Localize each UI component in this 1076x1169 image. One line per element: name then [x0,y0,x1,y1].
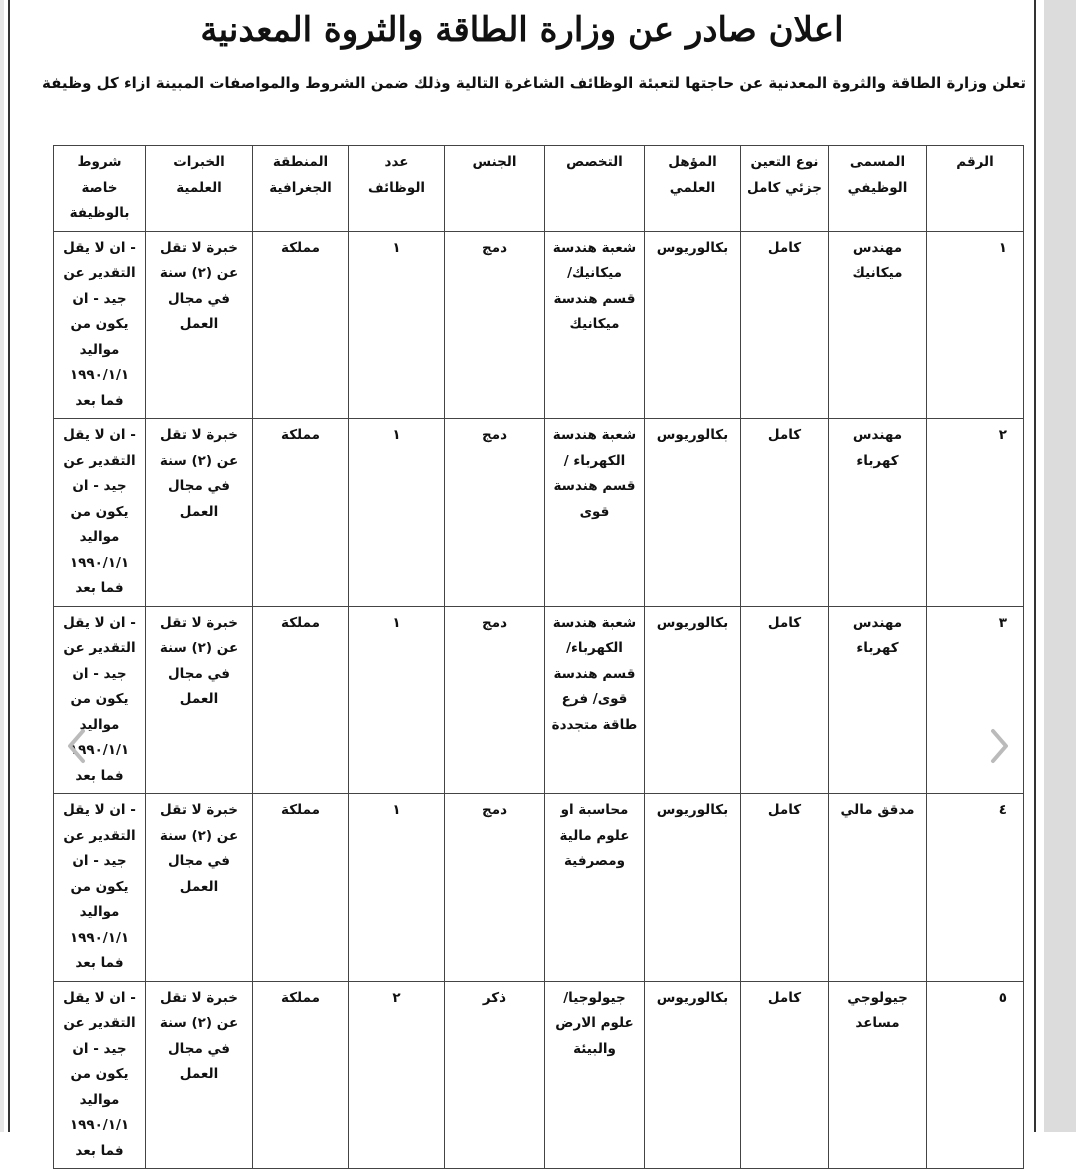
table-row [54,606,1024,794]
cell-experience: خبرة لا تقل عن (٢) سنة في مجال العمل [146,981,253,1169]
cell-region: مملكة [253,981,349,1169]
cell-region: مملكة [253,419,349,607]
cell-number: ٢ [927,419,1024,607]
header-number: الرقم [927,146,1024,232]
cell-appointment-type: كامل [741,606,829,794]
cell-gender: دمج [445,231,545,419]
viewer-left-edge [0,0,4,1132]
cell-number: ٥ [927,981,1024,1169]
cell-region: مملكة [253,794,349,982]
cell-experience: خبرة لا تقل عن (٢) سنة في مجال العمل [146,231,253,419]
cell-conditions: - ان لا يقل التقدير عن جيد - ان يكون من مواليد ١٩٩٠/١/١ فما بعد [54,606,146,794]
cell-appointment-type: كامل [741,981,829,1169]
cell-experience: خبرة لا تقل عن (٢) سنة في مجال العمل [146,794,253,982]
cell-number: ٣ [927,606,1024,794]
cell-job-title: جيولوجي مساعد [829,981,927,1169]
chevron-right-icon [988,728,1010,764]
cell-specialization: شعبة هندسة الكهرباء/ قسم هندسة قوى/ فرع طاقة متجددة [545,606,645,794]
header-gender: الجنس [445,146,545,232]
cell-qualification: بكالوريوس [645,794,741,982]
cell-specialization: جيولوجيا/ علوم الارض والبيئة [545,981,645,1169]
cell-job-title: مدقق مالي [829,794,927,982]
table-row [54,794,1024,982]
cell-job-title: مهندس كهرباء [829,419,927,607]
cell-vacancies: ١ [349,794,445,982]
header-qualification: المؤهل العلمي [645,146,741,232]
cell-qualification: بكالوريوس [645,606,741,794]
cell-region: مملكة [253,606,349,794]
cell-conditions: - ان لا يقل التقدير عن جيد - ان يكون من مواليد ١٩٩٠/١/١ فما بعد [54,981,146,1169]
table-row [54,231,1024,419]
cell-vacancies: ٢ [349,981,445,1169]
cell-vacancies: ١ [349,231,445,419]
cell-conditions: - ان لا يقل التقدير عن جيد - ان يكون من مواليد ١٩٩٠/١/١ فما بعد [54,419,146,607]
announcement-title: اعلان صادر عن وزارة الطاقة والثروة المعدنية [200,10,844,50]
cell-job-title: مهندس كهرباء [829,606,927,794]
cell-vacancies: ١ [349,419,445,607]
cell-gender: دمج [445,794,545,982]
cell-qualification: بكالوريوس [645,981,741,1169]
cell-specialization: شعبة هندسة الكهرباء / قسم هندسة قوى [545,419,645,607]
cell-appointment-type: كامل [741,794,829,982]
cell-experience: خبرة لا تقل عن (٢) سنة في مجال العمل [146,606,253,794]
jobs-table [53,145,1024,1169]
cell-qualification: بكالوريوس [645,419,741,607]
cell-gender: دمج [445,419,545,607]
header-appointment-type: نوع التعين جزئي كامل [741,146,829,232]
cell-number: ١ [927,231,1024,419]
chevron-left-icon [66,728,88,764]
header-specialization: التخصص [545,146,645,232]
cell-gender: ذكر [445,981,545,1169]
header-job-title: المسمى الوظيفي [829,146,927,232]
cell-conditions: - ان لا يقل التقدير عن جيد - ان يكون من مواليد ١٩٩٠/١/١ فما بعد [54,231,146,419]
previous-page-button[interactable] [66,728,88,764]
cell-qualification: بكالوريوس [645,231,741,419]
header-region: المنطقة الجغرافية [253,146,349,232]
cell-gender: دمج [445,606,545,794]
cell-conditions: - ان لا يقل التقدير عن جيد - ان يكون من مواليد ١٩٩٠/١/١ فما بعد [54,794,146,982]
viewer-right-edge [1044,0,1076,1132]
table-row [54,981,1024,1169]
cell-number: ٤ [927,794,1024,982]
cell-appointment-type: كامل [741,231,829,419]
header-conditions: شروط خاصة بالوظيفة [54,146,146,232]
table-row [54,419,1024,607]
cell-region: مملكة [253,231,349,419]
header-vacancies: عدد الوظائف [349,146,445,232]
cell-experience: خبرة لا تقل عن (٢) سنة في مجال العمل [146,419,253,607]
cell-specialization: محاسبة او علوم مالية ومصرفية [545,794,645,982]
cell-appointment-type: كامل [741,419,829,607]
table-header-row [54,146,1024,232]
cell-vacancies: ١ [349,606,445,794]
cell-specialization: شعبة هندسة ميكانيك/ قسم هندسة ميكانيك [545,231,645,419]
cell-job-title: مهندس ميكانيك [829,231,927,419]
next-page-button[interactable] [988,728,1010,764]
announcement-intro: تعلن وزارة الطاقة والثروة المعدنية عن حاجتها لتعبئة الوظائف الشاغرة التالية وذلك ضمن الشروط والمواصفات المبينة ازاء كل وظيفة [41,74,1026,92]
header-experience: الخبرات العلمية [146,146,253,232]
